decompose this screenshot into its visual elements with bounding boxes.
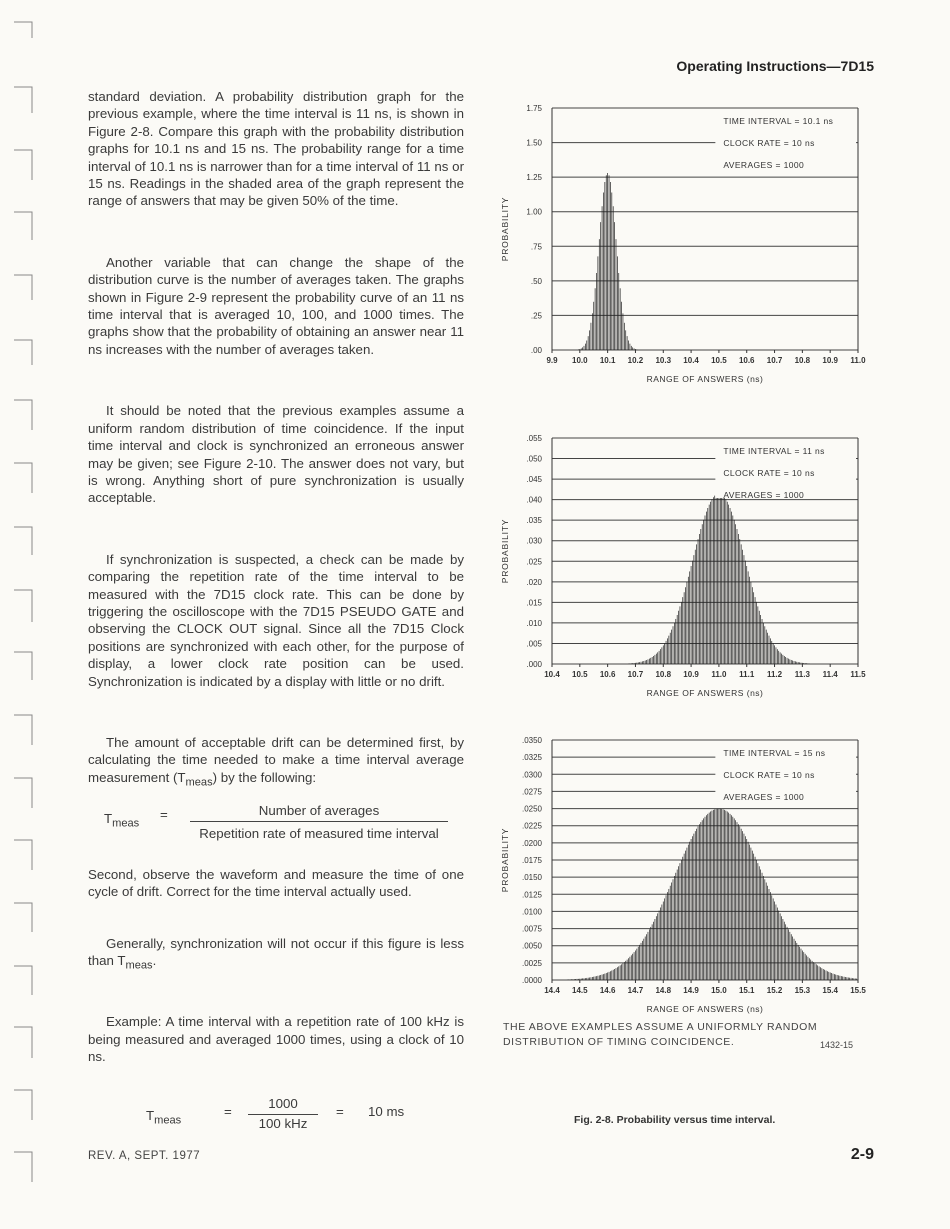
page-number: 2-9 (850, 1146, 874, 1163)
annotation-text: AVERAGES = 1000 (723, 490, 805, 500)
x-tick-label: 11.3 (794, 670, 810, 679)
x-tick-label: 10.4 (544, 670, 560, 679)
y-tick-label: .000 (526, 660, 542, 669)
x-tick-label: 11.0 (850, 356, 866, 365)
formula-tmeas: $T_{meas}$ = Number of averages Repetition rate of measured time interval (88, 802, 464, 850)
annotation-text: AVERAGES = 1000 (723, 792, 805, 802)
y-tick-label: 1.00 (526, 207, 542, 217)
x-tick-label: 11.2 (766, 670, 783, 679)
x-tick-label: 10.2 (627, 356, 644, 365)
y-tick-label: .0100 (521, 907, 542, 917)
y-tick-label: .0150 (521, 873, 542, 883)
y-tick-label: .030 (526, 536, 542, 546)
figure-note: THE ABOVE EXAMPLES ASSUME A UNIFORMLY RANDOM DISTRIBUTION OF TIMING COINCIDENCE. (503, 1021, 818, 1048)
annotation-text: TIME INTERVAL = 11 ns (723, 446, 825, 456)
footer-revision: REV. A, SEPT. 1977 (88, 1150, 201, 1162)
y-tick-label: .015 (526, 598, 542, 608)
chart-time-interval-11 (494, 422, 886, 712)
y-tick-label: .050 (526, 454, 542, 464)
y-axis-label: PROBABILITY (500, 196, 510, 262)
x-tick-label: 10.3 (655, 356, 672, 365)
x-tick-label: 10.7 (627, 670, 644, 679)
annotation-text: TIME INTERVAL = 10.1 ns (723, 116, 834, 126)
y-tick-label: .0075 (521, 924, 542, 934)
binder-marks (0, 0, 40, 1229)
y-axis-label: PROBABILITY (500, 518, 510, 584)
page-header: Operating Instructions—7D15 (676, 58, 874, 74)
y-tick-label: .0200 (521, 838, 542, 848)
x-tick-label: 15.5 (850, 986, 866, 995)
x-axis-label: RANGE OF ANSWERS (ns) (646, 374, 764, 384)
x-axis-label: RANGE OF ANSWERS (ns) (646, 1004, 764, 1014)
x-tick-label: 14.7 (627, 986, 644, 995)
y-tick-label: .005 (526, 639, 542, 649)
x-tick-label: 10.9 (683, 670, 699, 679)
y-tick-label: .0000 (521, 976, 542, 985)
annotation-text: TIME INTERVAL = 15 ns (723, 748, 826, 758)
annotation-text: CLOCK RATE = 10 ns (723, 138, 815, 148)
paragraph-8: Example: A time interval with a repetition rate of 100 kHz is being measured and averaged 1000 times, using a clock of 10 ns. (88, 1014, 464, 1064)
y-tick-label: .0225 (521, 821, 542, 831)
y-tick-label: .25 (530, 311, 542, 321)
x-tick-label: 11.5 (850, 670, 866, 679)
x-tick-label: 10.6 (599, 670, 616, 679)
paragraph-7: Generally, synchronization will not occur if this figure is less than $T_{meas}$. (88, 935, 464, 972)
y-tick-label: .0175 (521, 856, 542, 865)
y-axis-label: PROBABILITY (500, 827, 510, 893)
figure-caption: Fig. 2-8. Probability versus time interval. (574, 1114, 776, 1126)
y-tick-label: .00 (530, 346, 542, 355)
x-tick-label: 11.1 (739, 670, 755, 679)
x-tick-label: 14.9 (683, 986, 699, 995)
paragraph-6: Second, observe the waveform and measure the time of one cycle of drift. Correct for the time interval actually used. (88, 866, 464, 900)
annotation-text: AVERAGES = 1000 (723, 160, 805, 170)
x-tick-label: 11.4 (822, 670, 838, 679)
x-tick-label: 15.3 (794, 986, 811, 995)
annotation-text: CLOCK RATE = 10 ns (723, 468, 815, 478)
x-tick-label: 10.8 (655, 670, 672, 679)
y-tick-label: .0050 (521, 941, 542, 951)
y-tick-label: 1.50 (526, 138, 542, 148)
formula-example: $T_{meas}$ = 1000 100 kHz = 10 ms (146, 1096, 405, 1131)
x-tick-label: 14.6 (599, 986, 616, 995)
figure-code: 1432-15 (820, 1040, 854, 1050)
formula-numerator: Number of averages (190, 802, 448, 822)
x-tick-label: 14.8 (655, 986, 672, 995)
x-tick-label: 15.0 (711, 986, 727, 995)
x-tick-label: 14.5 (572, 986, 588, 995)
y-tick-label: .0125 (521, 890, 542, 900)
chart-time-interval-15 (494, 732, 886, 1017)
chart-time-interval-10-1 (494, 100, 886, 398)
y-tick-label: 1.25 (526, 173, 542, 183)
x-tick-label: 11.0 (711, 670, 727, 679)
y-tick-label: .045 (526, 475, 542, 485)
paragraph-1: standard deviation. A probability distribution graph for the previous example, where the time interval is 11 ns, is shown in Figure 2-8. Compare this graph with the probability distribution graphs for 10.1 ns and 15 ns. The probability range for a time interval of 10.1 ns is narrower than for a time interval of 11 ns or 15 ns. Readings in the shaded area of the graph represent the range of answers that may be given 50% of the time. (88, 89, 464, 209)
x-tick-label: 10.6 (738, 356, 755, 365)
paragraph-3: It should be noted that the previous examples assume a uniform random distribution of time coincidence. If the input time interval and clock is synchronized an erroneous answer may be given; see Figure 2-10. The answer does not vary, but is wrong. Anything short of pure synchronization is usually acceptable. (88, 403, 464, 506)
x-tick-label: 9.9 (546, 356, 558, 365)
x-tick-label: 10.1 (599, 356, 616, 365)
body-text-column (88, 88, 464, 1135)
y-tick-label: .0350 (521, 736, 542, 745)
y-tick-label: .040 (526, 495, 542, 505)
y-tick-label: .025 (526, 557, 542, 567)
y-tick-label: 1.75 (526, 104, 542, 113)
paragraph-4: If synchronization is suspected, a check can be made by comparing the repetition rate of the time interval to be measured with the 7D15 clock rate. This can be done by triggering the oscilloscope with the 7D15 PSEUDO GATE and observing the CLOCK OUT signal. Since all the 7D15 Clock positions are synchronized with each other, for the purpose of display, a lower clock rate position can be used. Synchronization is indicated by a display with little or no drift. (88, 551, 464, 689)
y-tick-label: .0275 (521, 787, 542, 797)
x-tick-label: 14.4 (544, 986, 560, 995)
x-tick-label: 10.0 (572, 356, 588, 365)
x-tick-label: 15.1 (738, 986, 755, 995)
x-tick-label: 10.4 (683, 356, 699, 365)
x-tick-label: 10.5 (572, 670, 588, 679)
y-tick-label: .0025 (521, 958, 542, 968)
paragraph-5: The amount of acceptable drift can be determined first, by calculating the time needed to make a time interval average measurement $(T_{meas})$ by the following: (88, 734, 464, 789)
x-tick-label: 10.8 (794, 356, 811, 365)
x-tick-label: 10.5 (711, 356, 727, 365)
y-tick-label: .020 (526, 577, 542, 587)
y-tick-label: .035 (526, 516, 542, 526)
paragraph-2: Another variable that can change the shape of the distribution curve is the number of averages taken. The graphs shown in Figure 2-9 represent the probability curve of an 11 ns time interval that is averaged 10, 100, and 1000 times. The graphs show that the probability of obtaining an answer near 11 ns increases with the number of averages taken. (88, 254, 464, 357)
x-tick-label: 15.2 (766, 986, 783, 995)
y-tick-label: .0325 (521, 753, 542, 763)
y-tick-label: .055 (526, 434, 542, 443)
annotation-text: CLOCK RATE = 10 ns (723, 770, 815, 780)
x-tick-label: 10.7 (766, 356, 783, 365)
y-tick-label: .75 (530, 242, 542, 252)
x-axis-label: RANGE OF ANSWERS (ns) (646, 688, 764, 698)
y-tick-label: .50 (530, 276, 542, 286)
formula-denominator: Repetition rate of measured time interval (199, 826, 439, 842)
y-tick-label: .0300 (521, 770, 542, 780)
y-tick-label: .010 (526, 618, 542, 628)
y-tick-label: .0250 (521, 804, 542, 814)
x-tick-label: 10.9 (822, 356, 838, 365)
x-tick-label: 15.4 (822, 986, 838, 995)
